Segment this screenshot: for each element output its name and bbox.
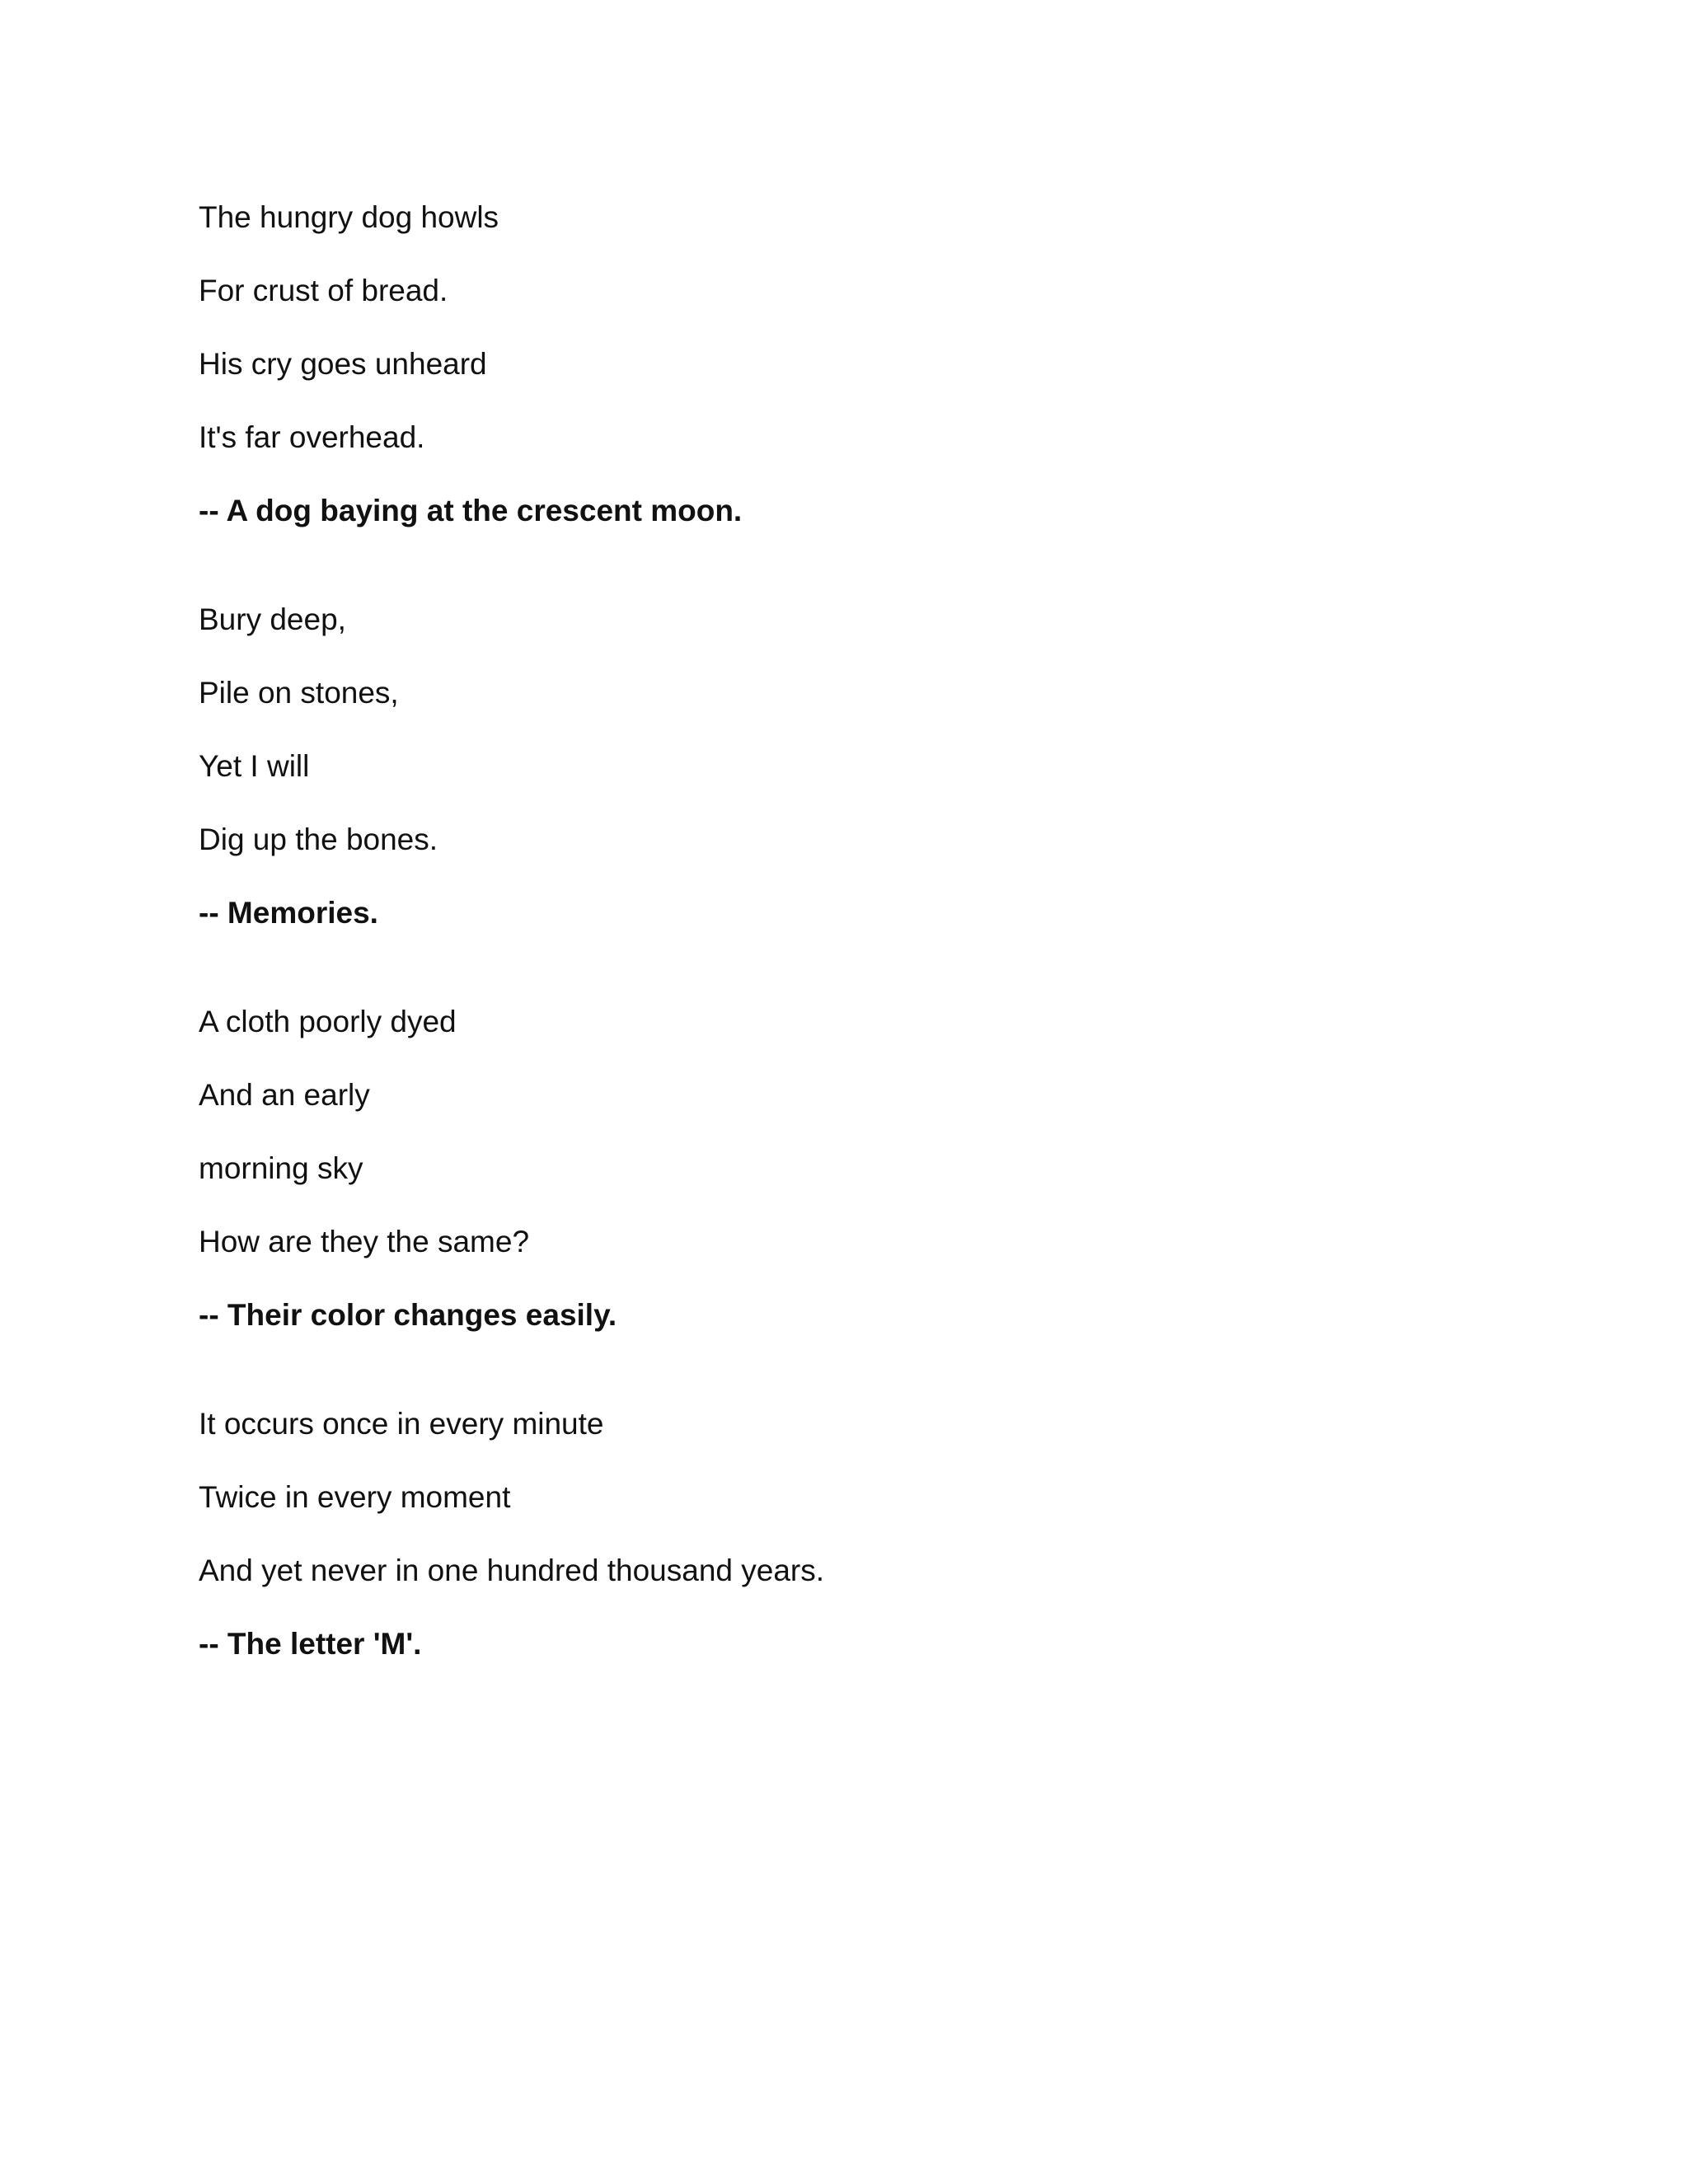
riddle-line: And an early <box>199 1078 370 1112</box>
riddle-line: His cry goes unheard <box>199 347 487 381</box>
document-body <box>199 199 1435 1699</box>
riddle-line: Dig up the bones. <box>199 823 438 856</box>
riddle-line: morning sky <box>199 1151 363 1185</box>
riddle-line: For crust of bread. <box>199 274 448 307</box>
riddle-answer: -- The letter 'M'. <box>199 1627 422 1661</box>
riddle-block <box>199 199 1435 529</box>
riddle-line: Twice in every moment <box>199 1480 511 1514</box>
riddle-line: Yet I will <box>199 749 310 783</box>
riddle-line: It occurs once in every minute <box>199 1407 604 1441</box>
riddle-answer: -- Their color changes easily. <box>199 1298 617 1332</box>
riddle-answer: -- A dog baying at the crescent moon. <box>199 494 743 527</box>
riddle-answer: -- Memories. <box>199 896 378 930</box>
riddle-line: It's far overhead. <box>199 420 425 454</box>
riddle-line: The hungry dog howls <box>199 200 499 234</box>
riddle-line: A cloth poorly dyed <box>199 1005 457 1038</box>
riddle-line: Pile on stones, <box>199 676 399 710</box>
riddle-block <box>199 602 1435 931</box>
riddle-block <box>199 1406 1435 1662</box>
riddle-line: Bury deep, <box>199 602 346 636</box>
riddle-block <box>199 1004 1435 1333</box>
riddle-line: And yet never in one hundred thousand years. <box>199 1554 825 1587</box>
riddle-line: How are they the same? <box>199 1225 530 1258</box>
